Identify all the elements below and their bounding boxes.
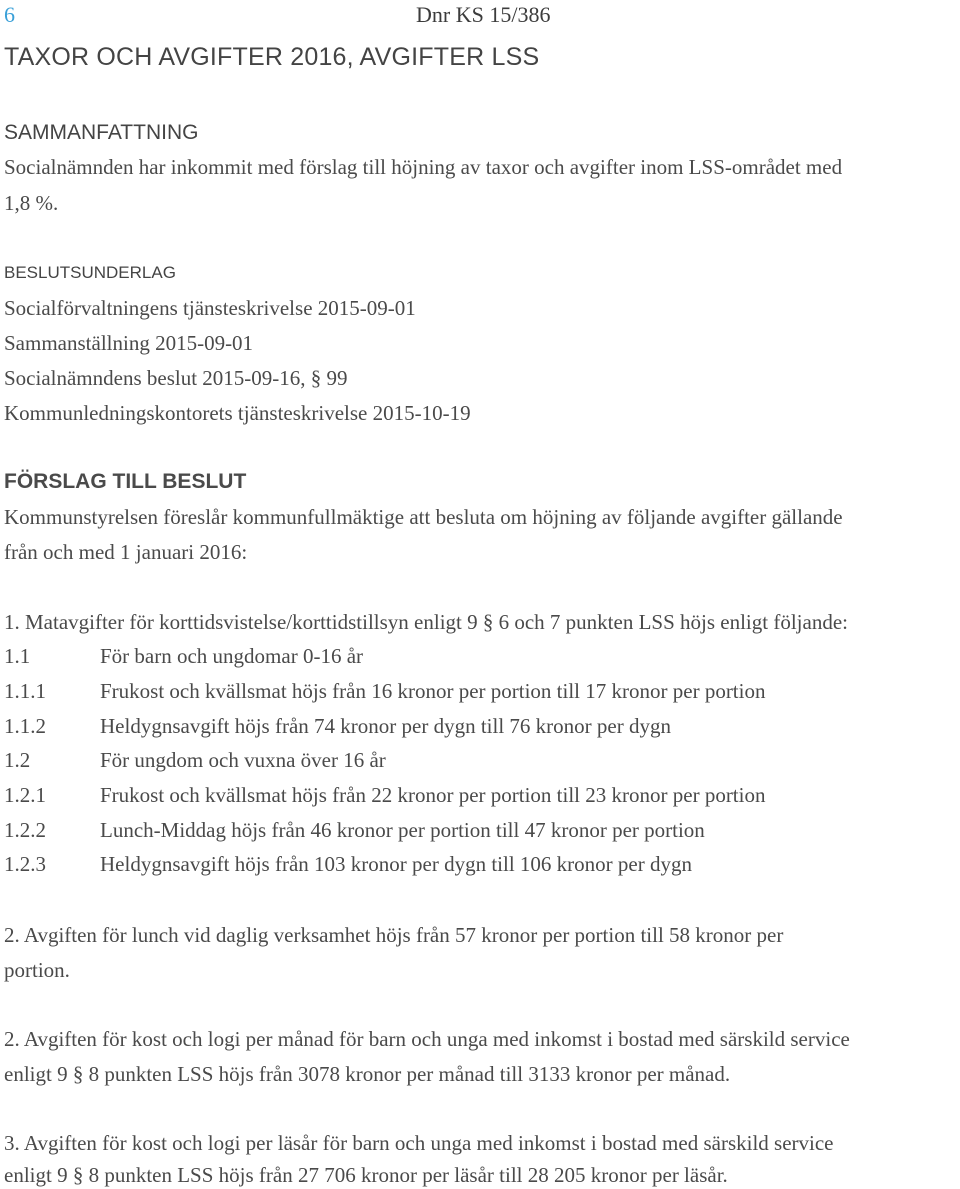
proposal-point: 2. Avgiften för lunch vid daglig verksamhet höjs från 57 kronor per portion till 58 kronor per [4, 923, 784, 947]
subitem-text: Frukost och kvällsmat höjs från 22 kronor per portion till 23 kronor per portion [100, 783, 766, 807]
proposal-subitem [4, 748, 386, 773]
proposal-point: portion. [4, 958, 70, 982]
subitem-text: Frukost och kvällsmat höjs från 16 kronor per portion till 17 kronor per portion [100, 679, 766, 703]
subitem-text: Heldygnsavgift höjs från 74 kronor per dygn till 76 kronor per dygn [100, 714, 671, 738]
subitem-number: 1.2 [4, 748, 31, 772]
proposal-subitem [4, 679, 765, 704]
document-reference: Dnr KS 15/386 [416, 2, 551, 27]
proposal-subitem [4, 852, 692, 877]
proposal-point: 2. Avgiften för kost och logi per månad för barn och unga med inkomst i bostad med särskild service [4, 1027, 850, 1051]
subitem-text: Heldygnsavgift höjs från 103 kronor per dygn till 106 kronor per dygn [100, 852, 692, 876]
summary-heading: SAMMANFATTNING [4, 121, 199, 144]
proposal-subitem [4, 644, 363, 669]
summary-line: 1,8 %. [4, 191, 59, 215]
subitem-number: 1.1.1 [4, 679, 46, 703]
subitem-text: För ungdom och vuxna över 16 år [100, 748, 386, 772]
proposal-subitem [4, 783, 765, 808]
subitem-text: Lunch-Middag höjs från 46 kronor per portion till 47 kronor per portion [100, 818, 705, 842]
proposal-intro: från och med 1 januari 2016: [4, 540, 248, 564]
subitem-text: För barn och ungdomar 0-16 år [100, 644, 364, 668]
page-title: TAXOR OCH AVGIFTER 2016, AVGIFTER LSS [4, 43, 540, 71]
proposal-subitem [4, 714, 671, 739]
proposal-subitem [4, 818, 705, 843]
basis-heading: BESLUTSUNDERLAG [4, 263, 176, 282]
proposal-point: 3. Avgiften för kost och logi per läsår för barn och unga med inkomst i bostad med särskild service [4, 1131, 834, 1155]
summary-line: Socialnämnden har inkommit med förslag till höjning av taxor och avgifter inom LSS-området med [4, 155, 843, 179]
basis-item: Socialnämndens beslut 2015-09-16, § 99 [4, 366, 348, 390]
subitem-number: 1.1.2 [4, 714, 46, 738]
proposal-point: enligt 9 § 8 punkten LSS höjs från 3078 kronor per månad till 3133 kronor per månad. [4, 1062, 731, 1086]
subitem-number: 1.2.2 [4, 818, 46, 842]
proposal-intro: Kommunstyrelsen föreslår kommunfullmäktige att besluta om höjning av följande avgifter gällande [4, 505, 843, 529]
subitem-number: 1.2.3 [4, 852, 46, 876]
subitem-number: 1.1 [4, 644, 31, 668]
proposal-point: enligt 9 § 8 punkten LSS höjs från 27 706 kronor per läsår till 28 205 kronor per läsår. [4, 1163, 728, 1187]
subitem-number: 1.2.1 [4, 783, 46, 807]
page-number: 6 [4, 2, 15, 27]
proposal-point: 1. Matavgifter för korttidsvistelse/korttidstillsyn enligt 9 § 6 och 7 punkten LSS höjs enligt följande: [4, 610, 848, 634]
basis-item: Kommunledningskontorets tjänsteskrivelse 2015-10-19 [4, 401, 471, 425]
basis-item: Socialförvaltningens tjänsteskrivelse 2015-09-01 [4, 296, 416, 320]
basis-item: Sammanställning 2015-09-01 [4, 331, 254, 355]
proposal-heading: FÖRSLAG TILL BESLUT [4, 470, 247, 493]
